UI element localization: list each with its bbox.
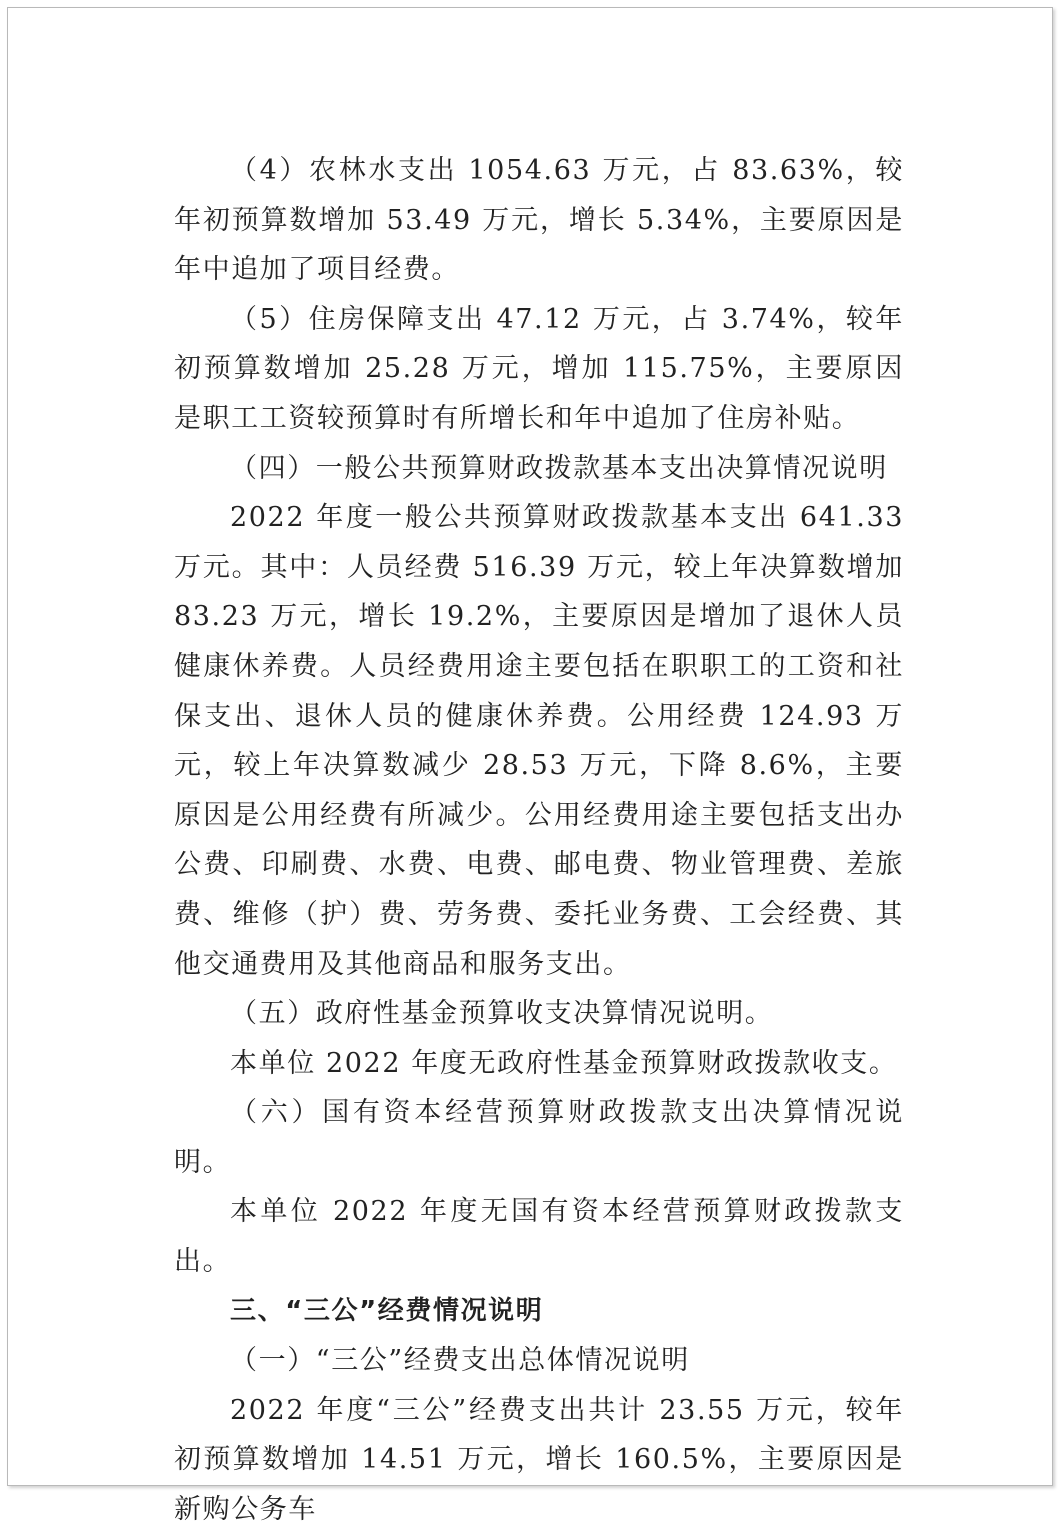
paragraph-government-fund: 本单位 2022 年度无政府性基金预算财政拨款收支。 bbox=[230, 1047, 898, 1079]
heading-basic-expenditure: （四）一般公共预算财政拨款基本支出决算情况说明 bbox=[230, 452, 888, 484]
paragraph-three-public-overall: 2022 年度“三公”经费支出共计 23.55 万元，较年初预算数增加 14.51 万元，增长 160.5%，主要原因是新购公务车 bbox=[174, 1394, 904, 1526]
document-body bbox=[174, 146, 904, 1535]
paragraph-housing-expenditure: （5）住房保障支出 47.12 万元，占 3.74%，较年初预算数增加 25.28 万元，增加 115.75%，主要原因是职工工资较预算时有所增长和年中追加了住房补贴。 bbox=[174, 303, 904, 434]
paragraph-basic-expenditure: 2022 年度一般公共预算财政拨款基本支出 641.33 万元。其中：人员经费 516.39 万元，较上年决算数增加 83.23 万元，增长 19.2%，主要原因是增加了退休人员健康休养费。人员经费用途主要包括在职职工的工资和社保支出、退休人员的健康休养费。公用经费 124.93 万元，较上年决算数减少 28.53 万元，下降 8.6%，主要原因是公用经费有所减少。公用经费用途主要包括支出办公费、印刷费、水费、电费、邮电费、物业管理费、差旅费、维修（护）费、劳务费、委托业务费、工会经费、其他交通费用及其他商品和服务支出。 bbox=[174, 502, 904, 980]
section-title-three-public: 三、“三公”经费情况说明 bbox=[230, 1295, 544, 1326]
heading-three-public-overall: （一）“三公”经费支出总体情况说明 bbox=[230, 1345, 690, 1377]
heading-government-fund: （五）政府性基金预算收支决算情况说明。 bbox=[230, 998, 774, 1030]
paragraph-state-capital: 本单位 2022 年度无国有资本经营预算财政拨款支出。 bbox=[174, 1196, 904, 1278]
heading-state-capital: （六）国有资本经营预算财政拨款支出决算情况说明。 bbox=[174, 1097, 904, 1178]
paragraph-agriculture-expenditure: （4）农林水支出 1054.63 万元，占 83.63%，较年初预算数增加 53.49 万元，增长 5.34%，主要原因是年中追加了项目经费。 bbox=[174, 155, 904, 286]
document-page bbox=[7, 7, 1053, 1526]
